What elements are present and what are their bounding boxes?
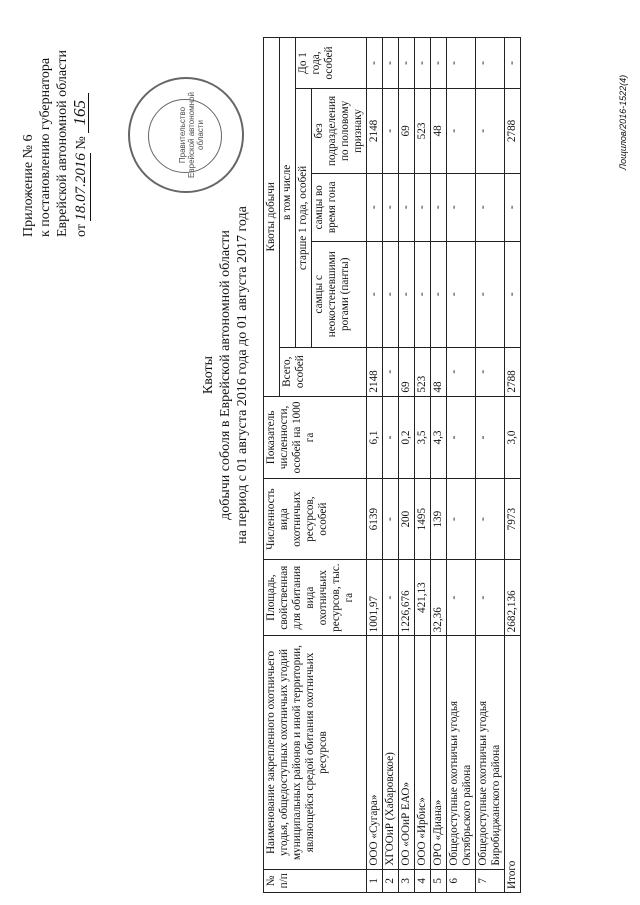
cell-total: - — [447, 347, 476, 396]
table-row — [476, 38, 505, 893]
header-name: Наименование закрепленного охотничьего угодья, общедоступных охотничьих угодий муниципальных районов и иной территории, являющейся средой обитания охотничьих ресурсов — [264, 636, 367, 869]
cell-name: ОО «ООиР ЕАО» — [399, 636, 415, 869]
header-males-rut: самцы во время гона — [312, 173, 367, 241]
cell-males-antlers: - — [367, 241, 383, 347]
cell-num: 3 — [399, 869, 415, 892]
cell-no-sex: 48 — [431, 88, 447, 173]
quota-table-wrapper — [263, 37, 521, 893]
cell-name: Общедоступные охотничьи угодья Биробиджанского района — [476, 636, 505, 869]
cell-no-sex: - — [383, 88, 399, 173]
cell-num: 5 — [431, 869, 447, 892]
appendix-line-3: Еврейской автономной области — [55, 50, 70, 237]
header-males-antlers: самцы с неокостеневшими рогами (панты) — [312, 241, 367, 347]
cell-no-sex: 2788 — [505, 88, 521, 173]
cell-count: - — [383, 479, 399, 560]
cell-males-antlers: - — [505, 241, 521, 347]
cell-under1: - — [367, 38, 383, 89]
cell-count: - — [447, 479, 476, 560]
header-incl: в том числе — [280, 38, 296, 348]
cell-males-antlers: - — [383, 241, 399, 347]
date-prefix: от — [74, 224, 89, 237]
cell-num: 1 — [367, 869, 383, 892]
cell-males-rut: - — [399, 173, 415, 241]
cell-males-antlers: - — [476, 241, 505, 347]
cell-density: - — [383, 396, 399, 479]
seal-text: Правительство Еврейской автономной области — [178, 92, 205, 178]
cell-area: - — [447, 559, 476, 635]
quota-table — [263, 37, 521, 893]
header-under1: До 1 года, особей — [296, 38, 367, 89]
header-no-sex: без подразделения по половому признаку — [312, 88, 367, 173]
table-row — [415, 38, 431, 893]
cell-males-rut: - — [505, 173, 521, 241]
cell-name: ОРО «Диана» — [431, 636, 447, 869]
appendix-block — [20, 17, 91, 237]
cell-no-sex: - — [447, 88, 476, 173]
cell-males-rut: - — [476, 173, 505, 241]
cell-males-rut: - — [415, 173, 431, 241]
table-row-totals — [505, 38, 521, 893]
cell-area: - — [383, 559, 399, 635]
cell-under1: - — [383, 38, 399, 89]
cell-name: ООО «Сугара» — [367, 636, 383, 869]
cell-males-antlers: - — [431, 241, 447, 347]
header-area: Площадь, свойственная для обитания вида охотничьих ресурсов, тыс. га — [264, 559, 367, 635]
cell-area: 1226,676 — [399, 559, 415, 635]
cell-males-antlers: - — [415, 241, 431, 347]
cell-name: ХГООиР (Хабаровское) — [383, 636, 399, 869]
cell-males-rut: - — [447, 173, 476, 241]
cell-density: 3,5 — [415, 396, 431, 479]
header-num: № п/п — [264, 869, 367, 892]
cell-area: - — [476, 559, 505, 635]
cell-count: - — [476, 479, 505, 560]
cell-under1: - — [399, 38, 415, 89]
cell-males-rut: - — [367, 173, 383, 241]
cell-no-sex: 2148 — [367, 88, 383, 173]
table-row — [383, 38, 399, 893]
cell-total: 48 — [431, 347, 447, 396]
cell-area: 421,13 — [415, 559, 431, 635]
appendix-line-2: к постановлению губернатора — [38, 57, 53, 237]
cell-area: 32,36 — [431, 559, 447, 635]
cell-num: 4 — [415, 869, 431, 892]
cell-density: 0,2 — [399, 396, 415, 479]
cell-totals-label: Итого — [505, 636, 521, 893]
cell-total: 69 — [399, 347, 415, 396]
cell-area: 1001,97 — [367, 559, 383, 635]
title-line-3: на период с 01 августа 2016 года до 01 августа 2017 года — [235, 206, 250, 544]
cell-under1: - — [476, 38, 505, 89]
document-code: Лощилов/2016-1522(4) — [618, 74, 628, 170]
table-row — [431, 38, 447, 893]
cell-name: ООО «Ирбис» — [415, 636, 431, 869]
header-count: Численность вида охотничьих ресурсов, особей — [264, 479, 367, 560]
cell-area: 2682,136 — [505, 559, 521, 635]
cell-total: - — [476, 347, 505, 396]
cell-num: 6 — [447, 869, 476, 892]
appendix-date-line — [71, 17, 91, 237]
cell-total: 2788 — [505, 347, 521, 396]
appendix-line-1: Приложение № 6 — [21, 134, 36, 237]
table-row — [447, 38, 476, 893]
header-density: Показатель численности, особей на 1000 га — [264, 396, 367, 479]
cell-males-antlers: - — [447, 241, 476, 347]
cell-density: 3,0 — [505, 396, 521, 479]
cell-num: 7 — [476, 869, 505, 892]
cell-no-sex: 523 — [415, 88, 431, 173]
cell-total: 2148 — [367, 347, 383, 396]
cell-under1: - — [447, 38, 476, 89]
cell-males-rut: - — [431, 173, 447, 241]
cell-count: 6139 — [367, 479, 383, 560]
cell-count: 139 — [431, 479, 447, 560]
cell-under1: - — [431, 38, 447, 89]
cell-density: 4,3 — [431, 396, 447, 479]
cell-males-rut: - — [383, 173, 399, 241]
cell-count: 7973 — [505, 479, 521, 560]
title-line-2: добычи соболя в Еврейской автономной области — [218, 230, 233, 520]
cell-count: 200 — [399, 479, 415, 560]
table-row — [399, 38, 415, 893]
cell-count: 1495 — [415, 479, 431, 560]
document-title — [200, 175, 251, 575]
number-prefix: № — [74, 136, 89, 150]
cell-name: Общедоступные охотничьи угодья Октябрьского района — [447, 636, 476, 869]
header-older: старше 1 года, особей — [296, 88, 312, 347]
cell-total: 523 — [415, 347, 431, 396]
header-total: Всего, особей — [280, 347, 367, 396]
appendix-number: 165 — [71, 93, 89, 133]
cell-under1: - — [505, 38, 521, 89]
title-line-1: Квоты — [201, 355, 216, 395]
cell-density: - — [476, 396, 505, 479]
header-quotas: Квоты добычи — [264, 38, 280, 397]
cell-no-sex: 69 — [399, 88, 415, 173]
cell-under1: - — [415, 38, 431, 89]
table-row — [367, 38, 383, 893]
cell-total: - — [383, 347, 399, 396]
appendix-date: 18.07.2016 — [73, 153, 89, 221]
cell-males-antlers: - — [399, 241, 415, 347]
cell-density: - — [447, 396, 476, 479]
cell-density: 6,1 — [367, 396, 383, 479]
cell-num: 2 — [383, 869, 399, 892]
cell-no-sex: - — [476, 88, 505, 173]
